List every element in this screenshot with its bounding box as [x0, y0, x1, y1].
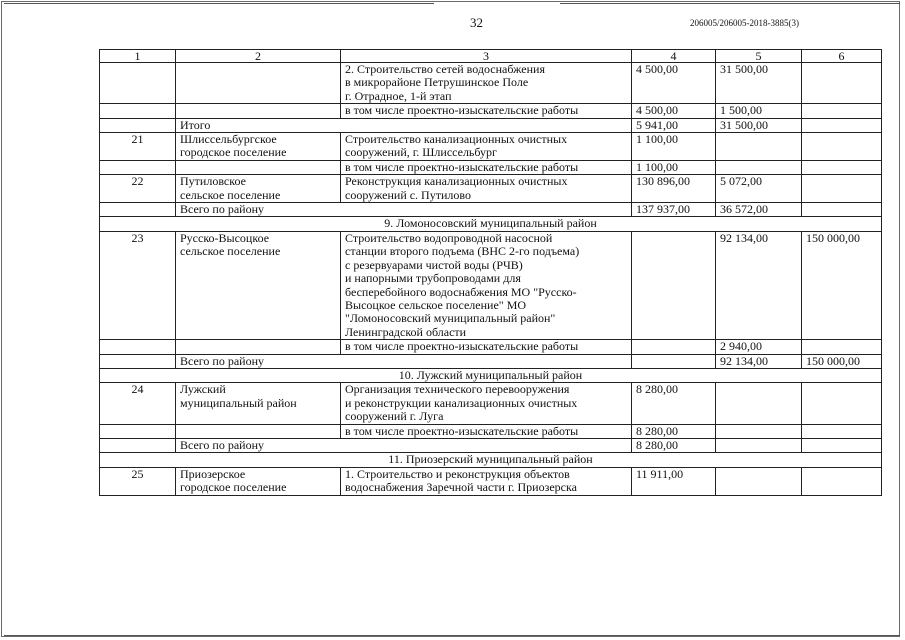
municipality-name — [176, 104, 341, 118]
column-header: 5 — [716, 50, 802, 63]
amount-col4: 4 500,00 — [632, 104, 716, 118]
row-number: 22 — [100, 175, 176, 203]
amount-col5 — [716, 160, 802, 174]
amount-col4: 8 280,00 — [632, 424, 716, 438]
amount-col6 — [802, 133, 882, 161]
column-header: 2 — [176, 50, 341, 63]
project-description: Строительство канализационных очистных сооружений, г. Шлиссельбург — [341, 133, 632, 161]
amount-col5: 2 940,00 — [716, 340, 802, 354]
amount-col6 — [802, 63, 882, 104]
amount-col4: 137 937,00 — [632, 203, 716, 217]
total-row — [100, 438, 882, 452]
empty-cell — [100, 438, 176, 452]
column-header: 1 — [100, 50, 176, 63]
district-heading: 11. Приозерский муниципальный район — [100, 453, 882, 467]
row-number: 23 — [100, 231, 176, 339]
total-row — [100, 203, 882, 217]
municipality-name — [176, 424, 341, 438]
project-description: Реконструкция канализационных очистных сооружений с. Путилово — [341, 175, 632, 203]
amount-col6 — [802, 438, 882, 452]
amount-col6 — [802, 203, 882, 217]
municipality-name: Приозерское городское поселение — [176, 467, 341, 495]
amount-col4: 1 100,00 — [632, 133, 716, 161]
total-label: Итого — [176, 118, 632, 132]
empty-cell — [100, 118, 176, 132]
project-description: в том числе проектно-изыскательские работы — [341, 104, 632, 118]
amount-col5: 36 572,00 — [716, 203, 802, 217]
empty-cell — [100, 203, 176, 217]
amount-col5: 5 072,00 — [716, 175, 802, 203]
project-description: Организация технического перевооружения и реконструкции канализационных очистных сооружений г. Луга — [341, 383, 632, 424]
amount-col4 — [632, 354, 716, 368]
amount-col5: 31 500,00 — [716, 63, 802, 104]
district-heading: 10. Лужский муниципальный район — [100, 368, 882, 382]
document-reference: 206005/206005-2018-3885(3) — [690, 18, 799, 28]
amount-col4 — [632, 340, 716, 354]
row-number: 25 — [100, 467, 176, 495]
total-label: Всего по району — [176, 354, 632, 368]
table-row — [100, 383, 882, 424]
amount-col6 — [802, 118, 882, 132]
amount-col5 — [716, 438, 802, 452]
amount-col5 — [716, 383, 802, 424]
amount-col5 — [716, 467, 802, 495]
amount-col5: 92 134,00 — [716, 231, 802, 339]
table-row — [100, 231, 882, 339]
row-number: 21 — [100, 133, 176, 161]
municipality-name: Лужский муниципальный район — [176, 383, 341, 424]
table-row — [100, 104, 882, 118]
bottom-rule — [4, 635, 900, 636]
municipality-name: Шлиссельбургское городское поселение — [176, 133, 341, 161]
amount-col6 — [802, 160, 882, 174]
amount-col6 — [802, 340, 882, 354]
amount-col4: 5 941,00 — [632, 118, 716, 132]
table-row — [100, 133, 882, 161]
table-row — [100, 175, 882, 203]
row-number — [100, 424, 176, 438]
amount-col4 — [632, 231, 716, 339]
page-number: 32 — [470, 15, 483, 30]
funding-table — [99, 49, 882, 496]
amount-col6: 150 000,00 — [802, 231, 882, 339]
amount-col6 — [802, 175, 882, 203]
amount-col4: 8 280,00 — [632, 438, 716, 452]
table-row — [100, 63, 882, 104]
column-number-row — [100, 50, 882, 63]
district-section-row — [100, 368, 882, 382]
amount-col4: 8 280,00 — [632, 383, 716, 424]
amount-col6 — [802, 424, 882, 438]
column-header: 3 — [341, 50, 632, 63]
row-number — [100, 63, 176, 104]
district-heading: 9. Ломоносовский муниципальный район — [100, 217, 882, 231]
municipality-name: Русско-Высоцкое сельское поселение — [176, 231, 341, 339]
amount-col6 — [802, 104, 882, 118]
top-rule-right — [560, 3, 900, 4]
row-number — [100, 160, 176, 174]
top-rule-left — [4, 3, 434, 4]
row-number: 24 — [100, 383, 176, 424]
project-description: в том числе проектно-изыскательские работы — [341, 424, 632, 438]
amount-col6: 150 000,00 — [802, 354, 882, 368]
district-section-row — [100, 453, 882, 467]
amount-col6 — [802, 383, 882, 424]
project-description: в том числе проектно-изыскательские работы — [341, 340, 632, 354]
amount-col5: 31 500,00 — [716, 118, 802, 132]
row-number — [100, 340, 176, 354]
amount-col6 — [802, 467, 882, 495]
district-section-row — [100, 217, 882, 231]
table-row — [100, 424, 882, 438]
table-row — [100, 467, 882, 495]
total-label: Всего по району — [176, 438, 632, 452]
row-number — [100, 104, 176, 118]
amount-col4: 1 100,00 — [632, 160, 716, 174]
amount-col4: 130 896,00 — [632, 175, 716, 203]
municipality-name — [176, 160, 341, 174]
amount-col5 — [716, 133, 802, 161]
table-row — [100, 160, 882, 174]
amount-col5: 1 500,00 — [716, 104, 802, 118]
column-header: 4 — [632, 50, 716, 63]
amount-col4: 4 500,00 — [632, 63, 716, 104]
municipality-name — [176, 340, 341, 354]
total-row — [100, 354, 882, 368]
project-description: 1. Строительство и реконструкция объектов водоснабжения Заречной части г. Приозерска — [341, 467, 632, 495]
total-row — [100, 118, 882, 132]
amount-col5: 92 134,00 — [716, 354, 802, 368]
project-description: 2. Строительство сетей водоснабжения в микрорайоне Петрушинское Поле г. Отрадное, 1-й этап — [341, 63, 632, 104]
amount-col5 — [716, 424, 802, 438]
municipality-name: Путиловское сельское поселение — [176, 175, 341, 203]
amount-col4: 11 911,00 — [632, 467, 716, 495]
empty-cell — [100, 354, 176, 368]
municipality-name — [176, 63, 341, 104]
project-description: в том числе проектно-изыскательские работы — [341, 160, 632, 174]
total-label: Всего по району — [176, 203, 632, 217]
column-header: 6 — [802, 50, 882, 63]
table-row — [100, 340, 882, 354]
project-description: Строительство водопроводной насосной станции второго подъема (ВНС 2-го подъема) с резервуарами чистой воды (РЧВ) и напорными трубопроводами для бесперебойного водоснабжения МО "Русско- Высоцкое сельское поселение" МО "Ломоносовский муниципальный район" Ленинградской области — [341, 231, 632, 339]
